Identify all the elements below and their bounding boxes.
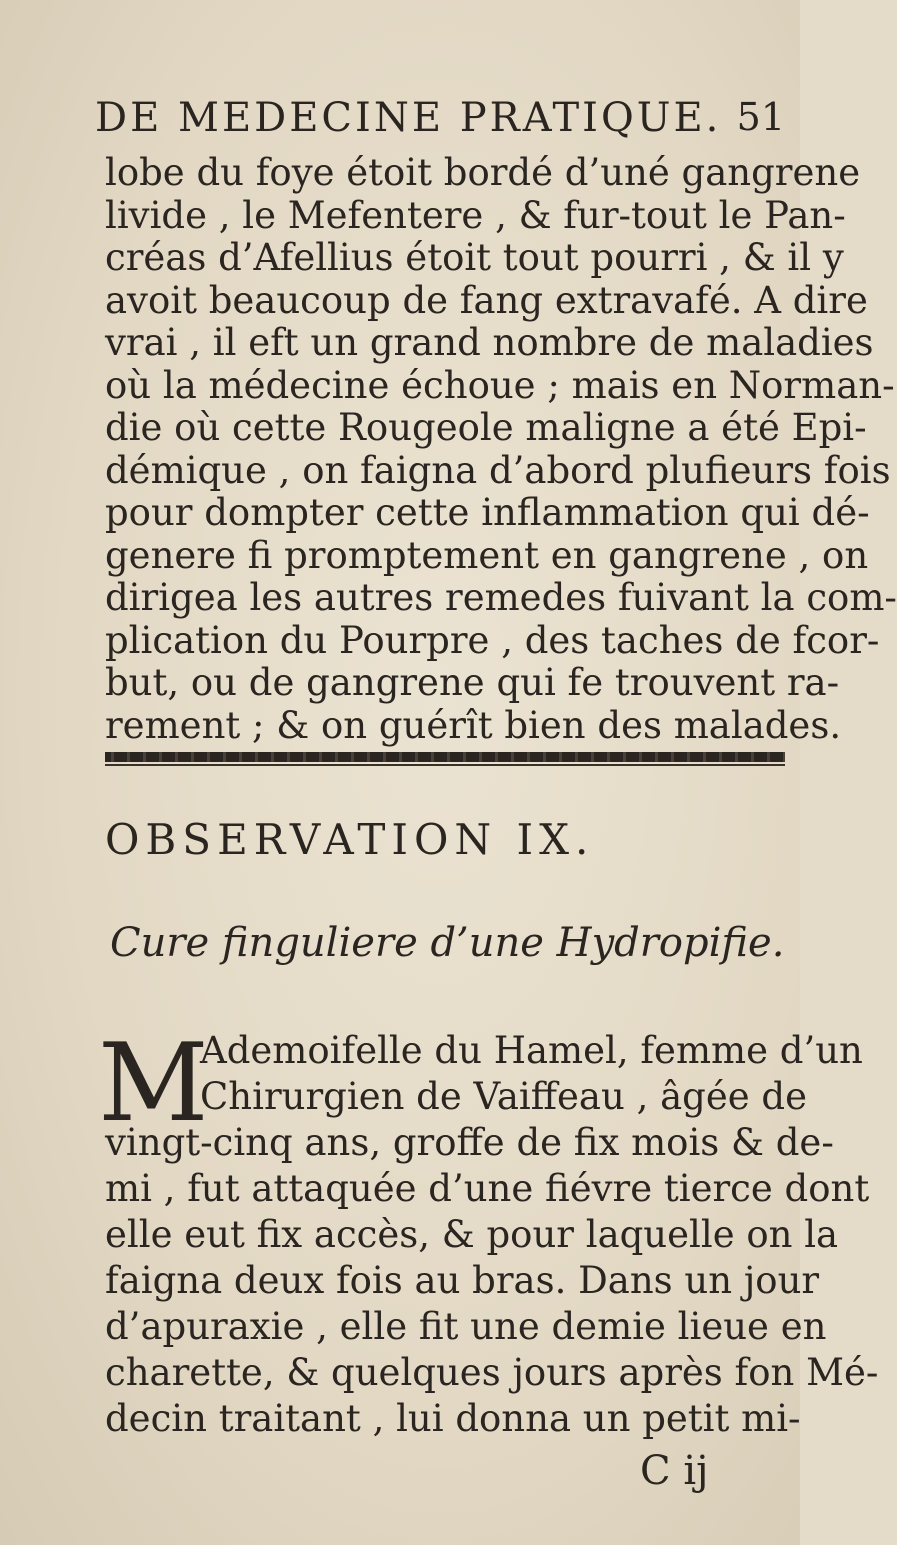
text-line: mi , fut attaquée d’une fiévre tierce dont <box>105 1167 870 1210</box>
text-line: vrai , il eft un grand nombre de maladies <box>105 321 874 364</box>
text-line: plication du Pourpre , des taches de fcor- <box>105 618 880 662</box>
text-line: genere fi promptement en gangrene , on <box>105 533 869 577</box>
ornamental-rule <box>105 752 785 762</box>
text-line: dirigea les autres remedes fuivant la com- <box>105 576 897 619</box>
text-line: decin traitant , lui donna un petit mi- <box>105 1397 801 1440</box>
page-header <box>95 95 785 145</box>
observation-subtitle: Cure finguliere d’une Hydropifie. <box>110 920 785 966</box>
rule-underline <box>105 764 785 766</box>
running-title: DE MEDECINE PRATIQUE. <box>95 95 722 141</box>
text-line: d’apuraxie , elle fit une demie lieue en <box>105 1305 827 1348</box>
text-line: Ademoifelle du Hamel, femme d’un <box>200 1029 863 1072</box>
text-line: die où cette Rougeole maligne a été Epi- <box>105 406 867 449</box>
text-line: rement ; & on guérît bien des malades. <box>105 703 842 747</box>
text-line: Chirurgien de Vaiffeau , âgée de <box>200 1075 807 1118</box>
text-line: but, ou de gangrene qui fe trouvent ra- <box>105 661 840 704</box>
observation-heading: OBSERVATION IX. <box>105 815 595 864</box>
signature-mark: C ij <box>640 1448 709 1494</box>
text-line: créas d’Afellius étoit tout pourri , & il y <box>105 236 844 279</box>
text-line: avoit beaucoup de fang extravafé. A dire <box>105 278 868 322</box>
text-line: lobe du foye étoit bordé d’uné gangrene <box>105 151 861 194</box>
text-line: elle eut fix accès, & pour laquelle on la <box>105 1213 839 1256</box>
text-line: livide , le Mefentere , & fur-tout le Pan- <box>105 193 846 237</box>
page-number: 51 <box>736 95 785 139</box>
drop-cap: M <box>98 1021 209 1146</box>
text-line: démique , on faigna d’abord plufieurs fois <box>105 448 891 492</box>
text-line: charette, & quelques jours après fon Mé- <box>105 1351 879 1394</box>
text-line: où la médecine échoue ; mais en Norman- <box>105 363 895 407</box>
text-line: vingt-cinq ans, groffe de fix mois & de- <box>105 1121 834 1164</box>
text-line: faigna deux fois au bras. Dans un jour <box>105 1259 820 1302</box>
text-line: pour dompter cette inflammation qui dé- <box>105 491 870 534</box>
